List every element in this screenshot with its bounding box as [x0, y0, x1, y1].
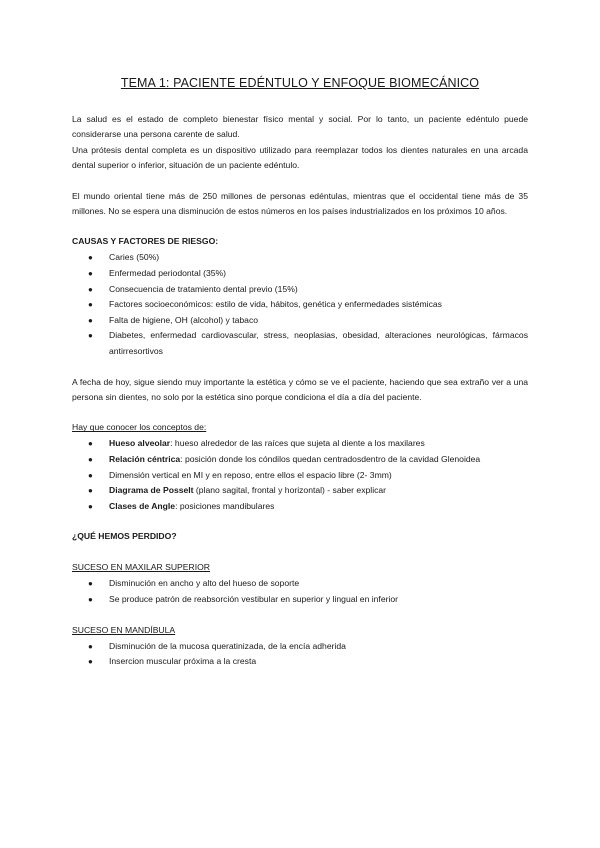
lost-heading: ¿QUÉ HEMOS PERDIDO?: [72, 531, 177, 542]
bullet-icon: ●: [88, 486, 93, 496]
list-item: ● Insercion muscular próxima a la cresta: [72, 654, 528, 670]
bullet-icon: ●: [88, 331, 93, 341]
bullet-icon: ●: [88, 269, 93, 279]
bullet-icon: ●: [88, 501, 93, 511]
list-item: ● Factores socioeconómicos: estilo de vida, hábitos, genética y enfermedades sistémicas: [72, 297, 528, 313]
bullet-icon: ●: [88, 284, 93, 294]
document-title: TEMA 1: PACIENTE EDÉNTULO Y ENFOQUE BIOMECÁNICO: [120, 76, 480, 90]
list-item: ● Clases de Angle: posiciones mandibulares: [72, 499, 528, 515]
concepts-heading: Hay que conocer los conceptos de:: [72, 422, 207, 433]
list-item: ● Relación céntrica: posición donde los cóndilos quedan centradosdentro de la cavidad Glenoidea: [72, 452, 528, 468]
mandibula-list: [72, 639, 528, 670]
list-item: ● Disminución de la mucosa queratinizada, de la encía adherida: [72, 639, 528, 655]
list-item: ● Consecuencia de tratamiento dental previo (15%): [72, 282, 528, 298]
bullet-icon: ●: [88, 455, 93, 464]
list-item: ● Dimensión vertical en MI y en reposo, entre ellos el espacio libre (2- 3mm): [72, 468, 528, 484]
list-item: ● Falta de higiene, OH (alcohol) y tabaco: [72, 313, 528, 329]
concept-term: Relación céntrica: [109, 454, 181, 464]
concept-term: Diagrama de Posselt: [109, 485, 194, 496]
list-item: ● Diagrama de Posselt (plano sagital, frontal y horizontal) - saber explicar: [72, 483, 528, 499]
intro-paragraph-1: La salud es el estado de completo bienestar físico mental y social. Por lo tanto, un paciente edéntulo puede considerarse una persona carente de salud.: [72, 114, 528, 140]
bullet-icon: ●: [88, 657, 93, 667]
bullet-icon: ●: [88, 594, 93, 604]
maxilar-list: [72, 576, 528, 607]
bullet-icon: ●: [88, 439, 93, 449]
concept-term: Clases de Angle: [109, 500, 176, 511]
causes-heading: CAUSAS Y FACTORES DE RIESGO:: [72, 236, 219, 247]
concepts-list: [72, 436, 528, 514]
maxilar-heading: SUCESO EN MAXILAR SUPERIOR: [72, 562, 211, 573]
bullet-icon: ●: [88, 253, 93, 263]
bullet-icon: ●: [88, 470, 93, 480]
causes-list: [72, 250, 528, 359]
list-item: ● Caries (50%): [72, 250, 528, 266]
bullet-icon: ●: [88, 579, 93, 589]
bullet-icon: ●: [88, 300, 93, 310]
stats-paragraph: El mundo oriental tiene más de 250 millones de personas edéntulas, mientras que el occidental tiene más de 35 millones. No se espera una disminución de estos números en los países industrializados en los próximos 10 años.: [72, 190, 528, 217]
list-item: ● Diabetes, enfermedad cardiovascular, stress, neoplasias, obesidad, alteraciones neurológicas, fármacos antirresortivos: [88, 330, 528, 356]
mandibula-heading: SUCESO EN MANDÍBULA: [72, 624, 176, 635]
bullet-icon: ●: [88, 315, 93, 325]
concept-term: Hueso alveolar: [109, 438, 171, 449]
aesthetics-paragraph: A fecha de hoy, sigue siendo muy importante la estética y cómo se ve el paciente, haciendo que sea extraño ver a una persona sin dientes, no solo por la estética sino porque condiciona el día a día del paciente.: [72, 376, 528, 402]
document-page: [72, 72, 528, 670]
list-item: ● Enfermedad periodontal (35%): [72, 266, 528, 282]
list-item: ● Disminución en ancho y alto del hueso de soporte: [72, 576, 528, 592]
list-item: ● Se produce patrón de reabsorción vestibular en superior y lingual en inferior: [72, 592, 528, 608]
list-item: ● Hueso alveolar: hueso alrededor de las raíces que sujeta al diente a los maxilares: [72, 436, 528, 452]
intro-paragraph-2: Una prótesis dental completa es un dispositivo utilizado para reemplazar todos los dientes naturales en una arcada dental superior o inferior, situación de un paciente edéntulo.: [72, 144, 528, 171]
bullet-icon: ●: [88, 641, 93, 651]
